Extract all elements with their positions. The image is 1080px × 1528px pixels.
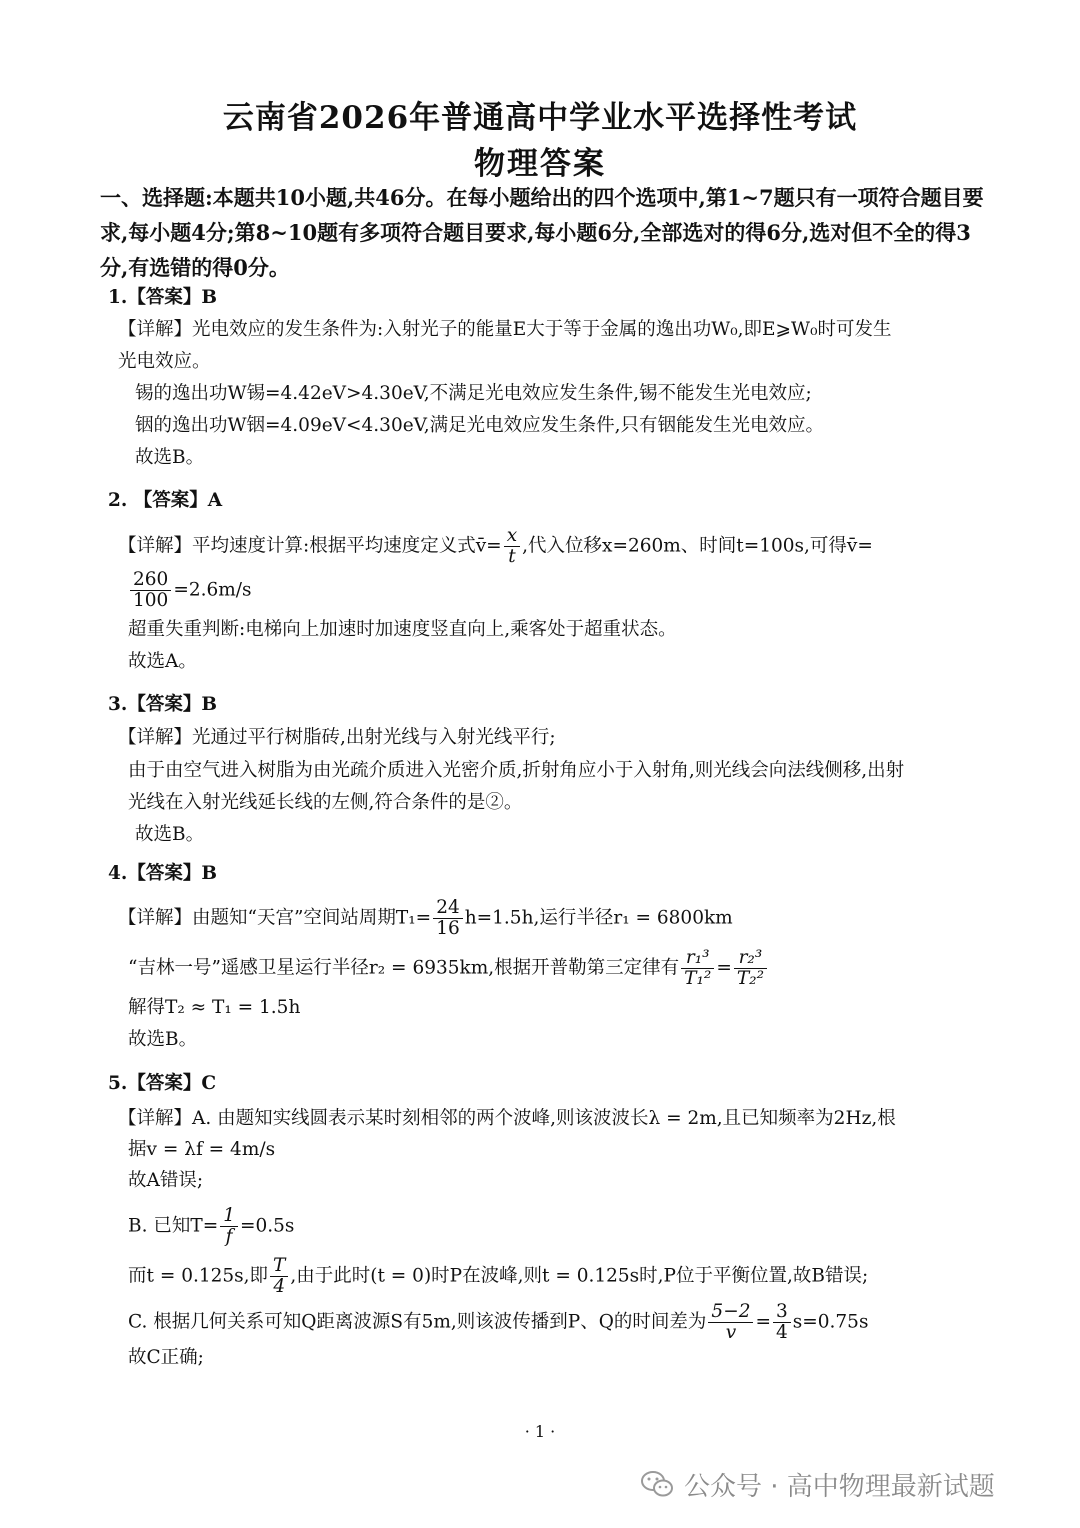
q5-fraction-time-diff	[708, 1302, 753, 1343]
q3-answer: 3.【答案】B	[108, 694, 217, 715]
fraction-denominator: f	[225, 1226, 233, 1247]
fraction-numerator: T	[270, 1256, 288, 1277]
q2-fraction-260-over-100	[130, 570, 171, 611]
q1-detail-line: 【详解】光电效应的发生条件为:入射光子的能量E大于等于金属的逸出功W₀,即E⩾W₀时可发生	[118, 319, 892, 340]
q3-detail-line: 由于由空气进入树脂为由光疏介质进入光密介质,折射角应小于入射角,则光线会向法线侧移,出射	[128, 760, 905, 781]
q4-detail-line	[118, 898, 733, 939]
q4-fraction-24-over-16	[433, 898, 463, 939]
q2-text: =2.6m/s	[173, 579, 252, 601]
wechat-icon	[640, 1469, 674, 1499]
q4-detail-line: 解得T₂ ≈ T₁ = 1.5h	[128, 997, 301, 1018]
q4-text: 【详解】由题知“天宫”空间站周期T₁=	[118, 907, 432, 929]
fraction-numerator: 24	[433, 898, 463, 919]
q5-detail-line	[128, 1206, 294, 1247]
q5-answer: 5.【答案】C	[108, 1073, 217, 1094]
fraction-denominator: v	[725, 1322, 737, 1343]
q4-fraction-r2-over-t2	[734, 948, 767, 989]
q5-fraction-t-over-4	[270, 1256, 288, 1297]
fraction-numerator: 5−2	[708, 1302, 753, 1323]
q2-text: 【详解】平均速度计算:根据平均速度定义式v̄=	[118, 535, 502, 557]
q5-text: 而t = 0.125s,即	[128, 1265, 269, 1287]
q4-text: “吉林一号”遥感卫星运行半径r₂ = 6935km,根据开普勒第三定律有	[128, 957, 680, 979]
fraction-denominator: 4	[273, 1276, 286, 1297]
fraction-denominator: 4	[775, 1322, 788, 1343]
q2-detail-line	[118, 526, 873, 567]
q3-detail-line: 光线在入射光线延长线的左侧,符合条件的是②。	[128, 792, 523, 813]
q4-equals: =	[716, 957, 732, 979]
q4-detail-line	[128, 948, 769, 989]
q5-text: C. 根据几何关系可知Q距离波源S有5m,则该波传播到P、Q的时间差为	[128, 1311, 707, 1333]
q1-conclusion: 故选B。	[135, 447, 205, 468]
q3-conclusion: 故选B。	[135, 824, 205, 845]
q5-fraction-1-over-f	[220, 1206, 238, 1247]
q1-detail-line: 铟的逸出功W铟=4.09eV<4.30eV,满足光电效应发生条件,只有铟能发生光电效应。	[135, 415, 825, 436]
q5-text: ,由于此时(t = 0)时P在波峰,则t = 0.125s时,P位于平衡位置,故B错误;	[290, 1265, 869, 1287]
q5-detail-line: 故C正确;	[128, 1347, 204, 1368]
exam-title: 云南省2026年普通高中学业水平选择性考试	[222, 100, 858, 136]
q2-fraction-x-over-t	[504, 526, 520, 567]
exam-subtitle: 物理答案	[474, 146, 606, 182]
q2-conclusion: 故选A。	[128, 651, 197, 672]
q5-detail-line: 据v = λf = 4m/s	[128, 1139, 276, 1160]
fraction-denominator: T₂²	[736, 968, 765, 989]
fraction-numerator: x	[504, 526, 520, 547]
q5-fraction-3-over-4	[773, 1302, 791, 1343]
q5-detail-line: 故A错误;	[128, 1170, 204, 1191]
watermark-text: 公众号 · 高中物理最新试题	[684, 1471, 995, 1502]
q5-detail-line: 【详解】A. 由题知实线圆表示某时刻相邻的两个波峰,则该波波长λ = 2m,且已知频率为2Hz,根	[118, 1108, 896, 1129]
q2-answer: 2. 【答案】A	[108, 490, 223, 511]
q1-detail-line: 光电效应。	[118, 351, 211, 372]
q5-detail-line: C. 根据几何关系可知Q距离波源S有5m,则该波传播到P、Q的时间差为 $\frac{5-2}{v}$ = $\frac{3}{4}$ s=0.75s	[128, 1301, 869, 1343]
fraction-numerator: r₁³	[681, 948, 714, 969]
q5-text: B. 已知T=	[128, 1215, 219, 1237]
fraction-denominator: t	[508, 546, 516, 567]
fraction-numerator: 1	[220, 1206, 238, 1227]
page-number: · 1 ·	[524, 1422, 556, 1441]
q2-detail-line	[128, 570, 252, 611]
fraction-denominator: 100	[133, 590, 169, 611]
watermark	[640, 1464, 995, 1504]
q3-detail-line: 【详解】光通过平行树脂砖,出射光线与入射光线平行;	[118, 727, 556, 748]
q4-answer: 4.【答案】B	[108, 863, 217, 884]
q1-answer: 1.【答案】B	[108, 287, 217, 308]
q5-text: s=0.75s	[792, 1311, 869, 1333]
fraction-denominator: T₁²	[684, 968, 712, 989]
fraction-numerator: r₂³	[734, 948, 767, 969]
q5-text: =0.5s	[239, 1215, 295, 1237]
q1-detail-line: 锡的逸出功W锡=4.42eV>4.30eV,不满足光电效应发生条件,锡不能发生光电效应;	[135, 383, 812, 404]
fraction-denominator: 16	[436, 918, 460, 939]
q4-conclusion: 故选B。	[128, 1029, 198, 1050]
q4-text: h=1.5h,运行半径r₁ = 6800km	[464, 907, 733, 929]
fraction-numerator: 3	[773, 1302, 791, 1323]
q4-fraction-r1-over-t1	[681, 948, 714, 989]
fraction-numerator: 260	[130, 570, 171, 591]
q2-text: ,代入位移x=260m、时间t=100s,可得v̄=	[522, 535, 873, 557]
section-intro: 一、选择题:本题共10小题,共46分。在每小题给出的四个选项中,第1~7题只有一项符合题目要求,每小题4分;第8~10题有多项符合题目要求,每小题6分,全部选对的得6分,选对但不全的得3分,有选错的得0分。	[100, 185, 984, 280]
q2-detail-line: 超重失重判断:电梯向上加速时加速度竖直向上,乘客处于超重状态。	[128, 619, 677, 640]
q5-detail-line	[128, 1256, 868, 1297]
